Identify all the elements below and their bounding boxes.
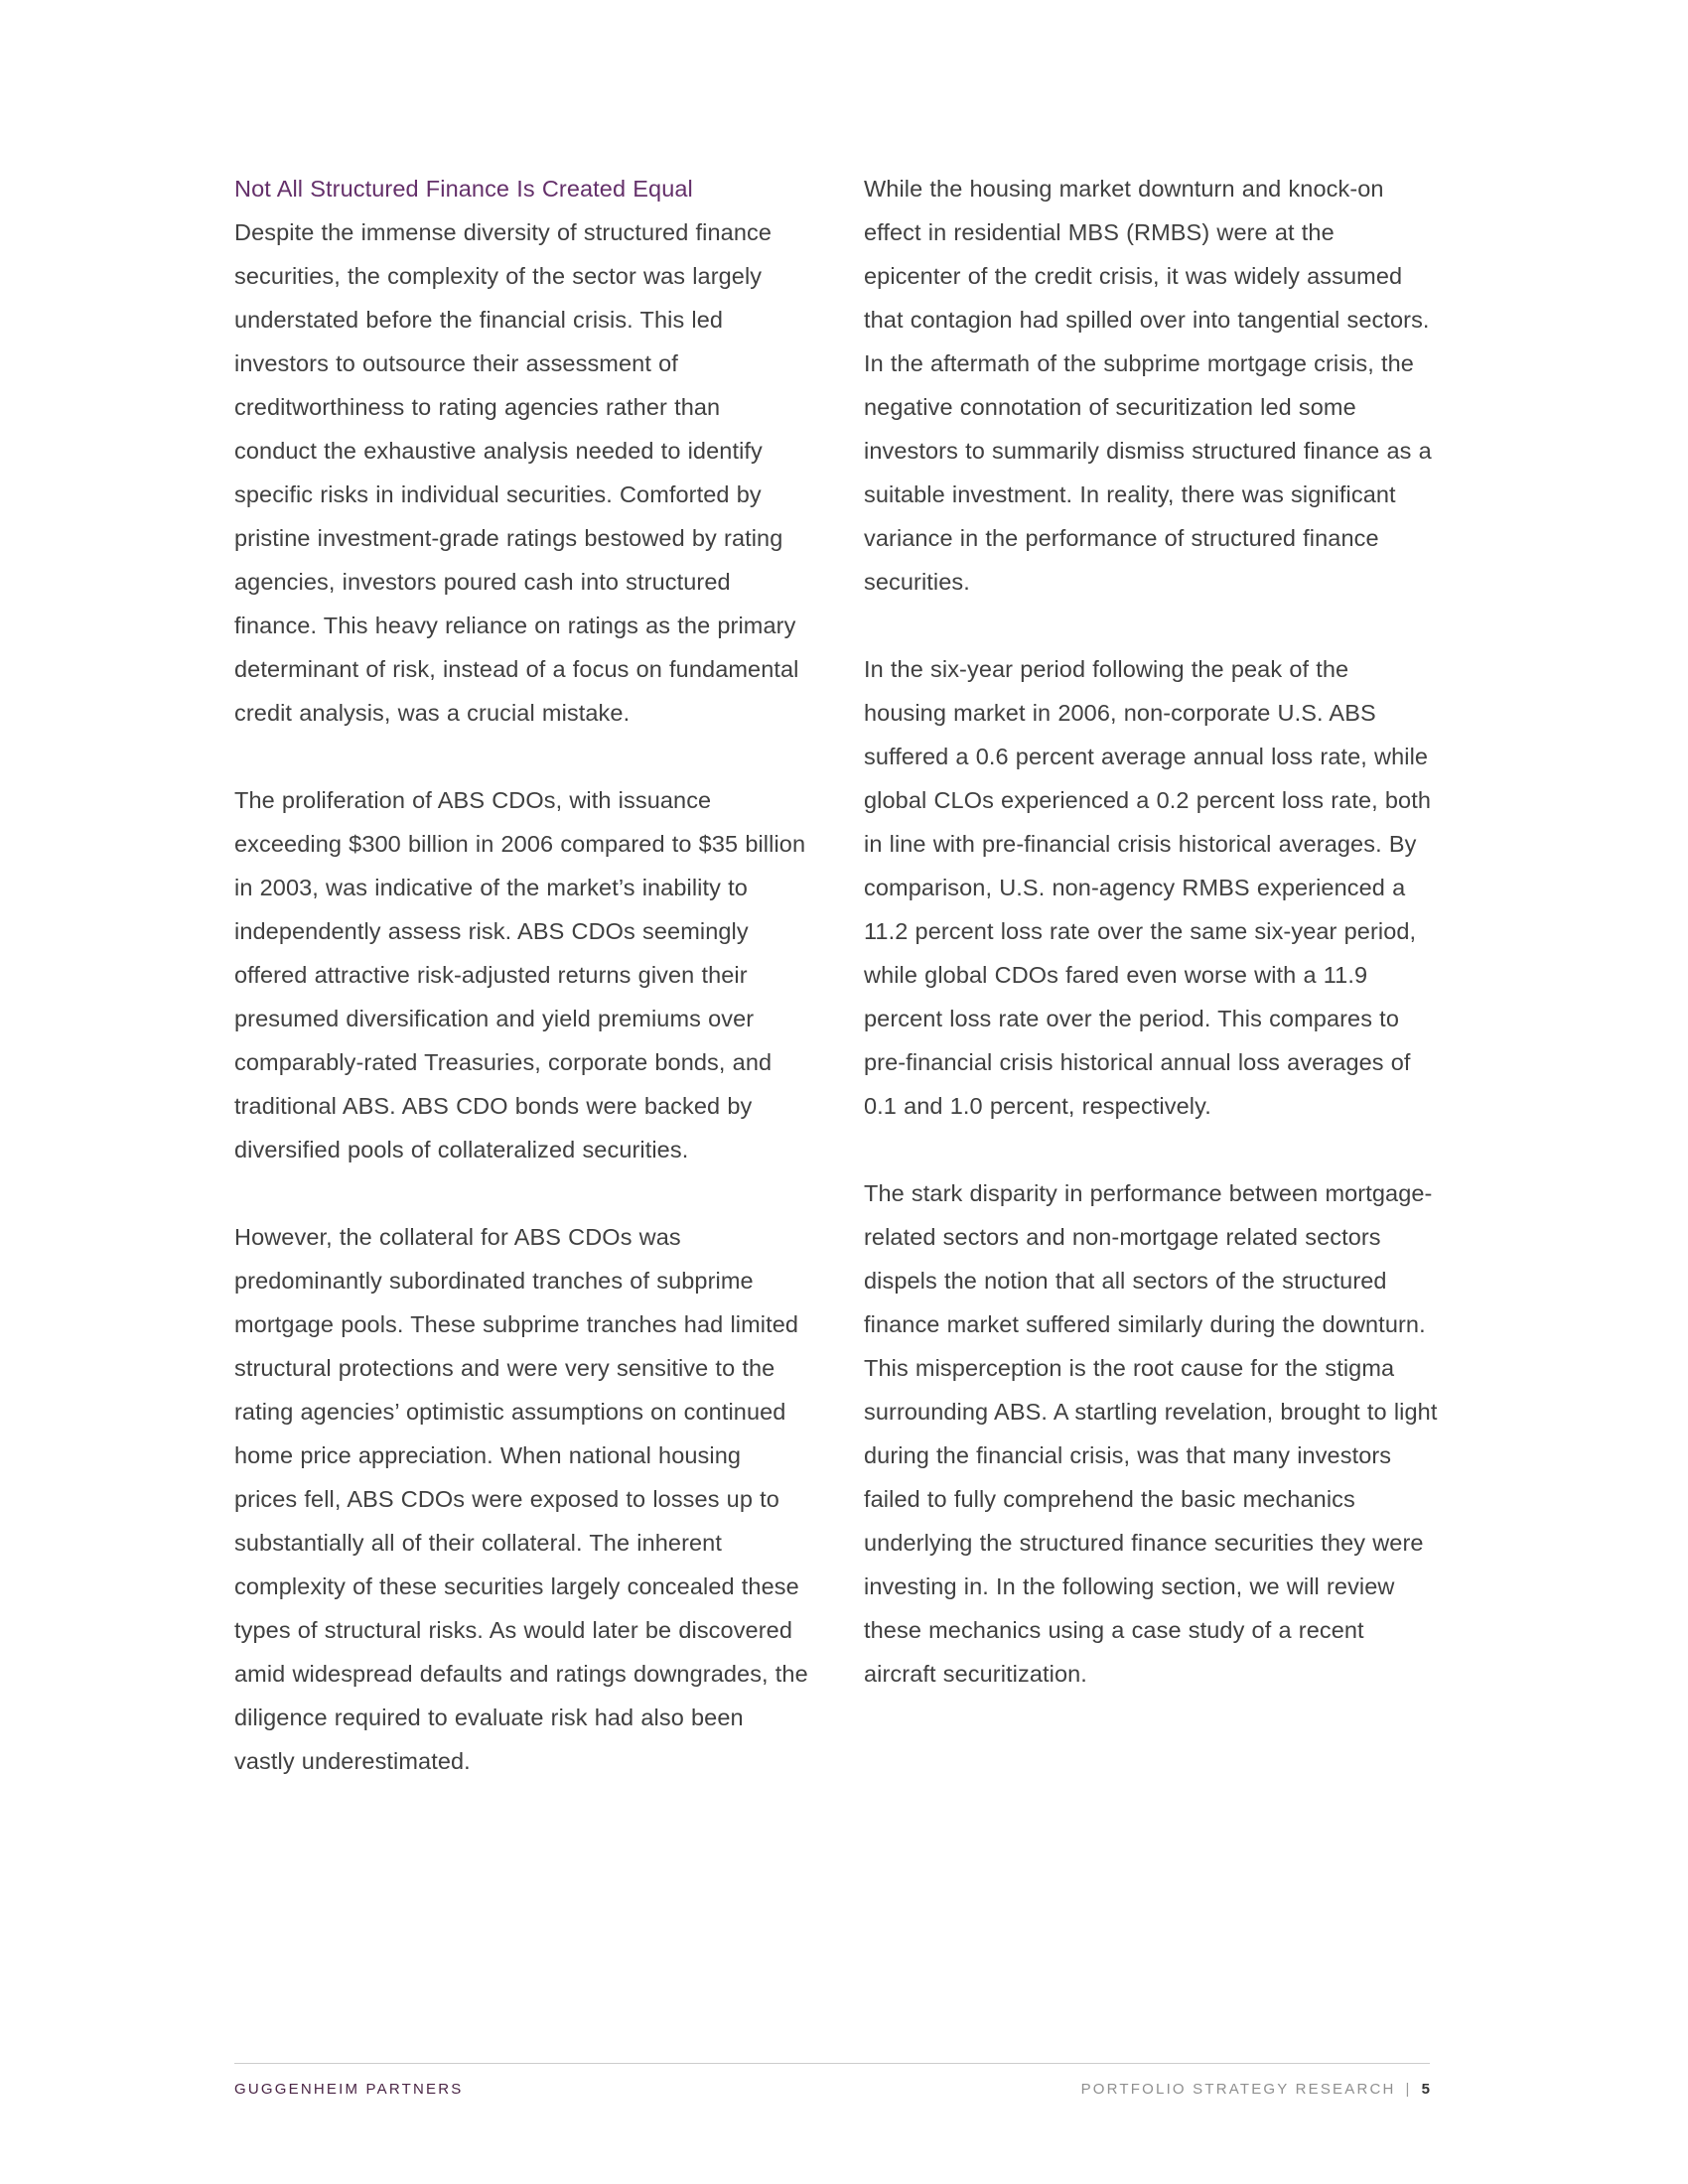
page-footer <box>234 2063 1430 2099</box>
paragraph: The proliferation of ABS CDOs, with issuance exceeding $300 billion in 2006 compared to $35 billion in 2003, was indicative of the market’s inability to independently assess risk. ABS CDOs seemingly offered attractive risk-adjusted returns given their presumed diversification and yield premiums over comparably-rated Treasuries, corporate bonds, and traditional ABS. ABS CDO bonds were backed by diversified pools of collateralized securities. <box>234 787 806 1162</box>
paragraph: However, the collateral for ABS CDOs was predominantly subordinated tranches of subprime mortgage pools. These subprime tranches had limited structural protections and were very sensitive to the rating agencies’ optimistic assumptions on continued home price appreciation. When national housing prices fell, ABS CDOs were exposed to losses up to substantially all of their collateral. The inherent complexity of these securities largely concealed these types of structural risks. As would later be discovered amid widespread defaults and ratings downgrades, the diligence required to evaluate risk had also been vastly underestimated. <box>234 1224 808 1774</box>
paragraph: The stark disparity in performance between mortgage-related sectors and non-mortgage related sectors dispels the notion that all sectors of the structured finance market suffered similarly during the downturn. This misperception is the root cause for the stigma surrounding ABS. A startling revelation, brought to light during the financial crisis, was that many investors failed to fully comprehend the basic mechanics underlying the structured finance securities they were investing in. In the following section, we will review these mechanics using a case study of a recent aircraft securitization. <box>864 1180 1438 1687</box>
two-column-article <box>234 167 1438 1783</box>
right-column <box>864 167 1438 1783</box>
footer-brand: GUGGENHEIM PARTNERS <box>234 2081 464 2098</box>
footer-separator: | <box>1405 2081 1412 2098</box>
left-column <box>234 167 808 1783</box>
footer-right-group <box>1081 2081 1430 2099</box>
footer-report-label: PORTFOLIO STRATEGY RESEARCH <box>1080 2081 1396 2098</box>
paragraph: In the six-year period following the peak of the housing market in 2006, non-corporate U.S. ABS suffered a 0.6 percent average annual loss rate, while global CLOs experienced a 0.2 percent loss rate, both in line with pre-financial crisis historical averages. By comparison, U.S. non-agency RMBS experienced a 11.2 percent loss rate over the same six-year period, while global CDOs fared even worse with a 11.9 percent loss rate over the period. This compares to pre-financial crisis historical annual loss averages of 0.1 and 1.0 percent, respectively. <box>864 656 1432 1119</box>
section-heading: Not All Structured Finance Is Created Equal <box>234 176 693 202</box>
page-number: 5 <box>1421 2081 1430 2098</box>
paragraph: While the housing market downturn and knock-on effect in residential MBS (RMBS) were at the epicenter of the credit crisis, it was widely assumed that contagion had spilled over into tangential sectors. In the aftermath of the subprime mortgage crisis, the negative connotation of securitization led some investors to summarily dismiss structured finance as a suitable investment. In reality, there was significant variance in the performance of structured finance securities. <box>864 176 1432 595</box>
paragraph: Despite the immense diversity of structured finance securities, the complexity of the sector was largely understated before the financial crisis. This led investors to outsource their assessment of creditworthiness to rating agencies rather than conduct the exhaustive analysis needed to identify specific risks in individual securities. Comforted by pristine investment-grade ratings bestowed by rating agencies, investors poured cash into structured finance. This heavy reliance on ratings as the primary determinant of risk, instead of a focus on fundamental credit analysis, was a crucial mistake. <box>234 219 799 726</box>
